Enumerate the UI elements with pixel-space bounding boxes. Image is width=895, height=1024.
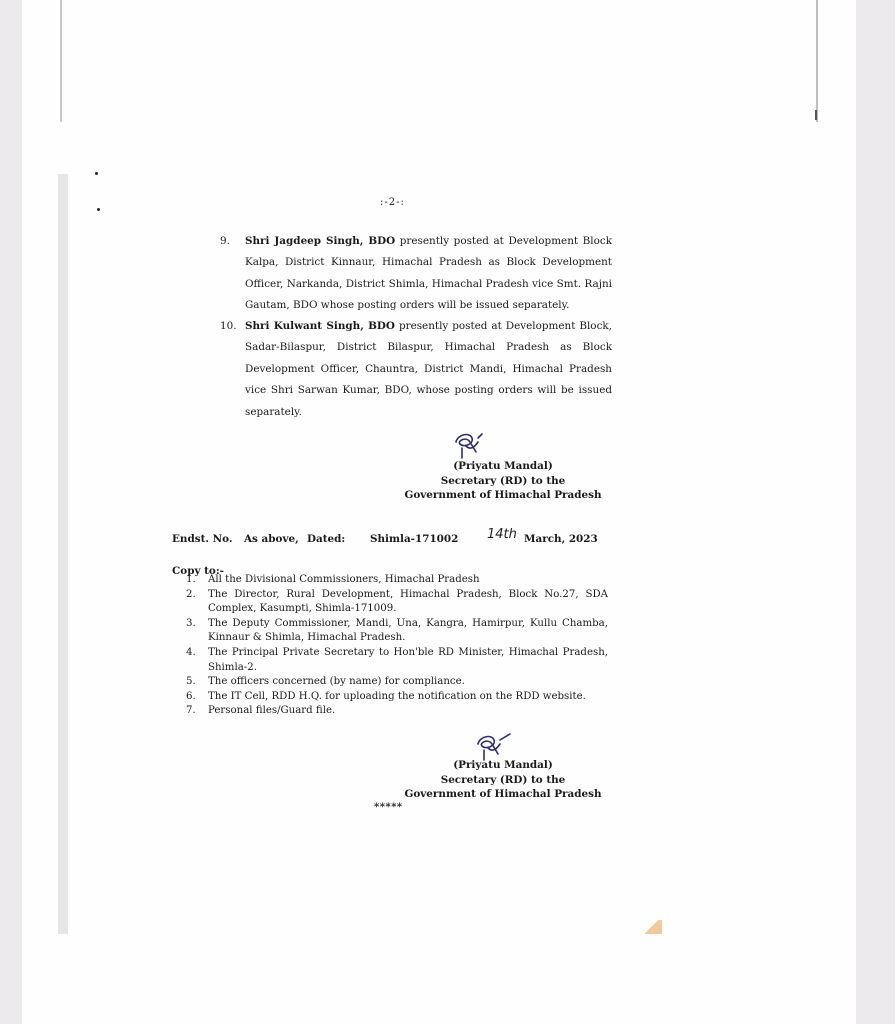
paragraph-number: 9.: [220, 235, 230, 247]
list-number: 6.: [186, 690, 196, 702]
list-text: The Principal Private Secretary to Hon'ble RD Minister, Himachal Pradesh, Shimla-2.: [208, 646, 608, 673]
paragraph-number: 10.: [220, 320, 237, 332]
list-text: The Deputy Commissioner, Mandi, Una, Kangra, Hamirpur, Kullu Chamba, Kinnaur & Shimla, Himachal Pradesh.: [208, 617, 608, 644]
scan-dot: [95, 172, 98, 175]
handwritten-signature: [448, 428, 488, 462]
list-number: 2.: [186, 588, 196, 600]
signature-block: [398, 459, 608, 503]
list-item: [186, 675, 608, 690]
signatory-name: (Priyatu Mandal): [453, 759, 553, 771]
previous-page-fragment: [22, 0, 856, 122]
endorsement-number: As above,: [244, 533, 299, 545]
list-item: [186, 588, 608, 617]
list-text: Personal files/Guard file.: [208, 705, 336, 717]
paragraph-body: presently posted at Development Block Kalpa, District Kinnaur, Himachal Pradesh as Block Development Officer, Narkanda, District Shimla, Himachal Pradesh vice Smt. Rajni Gautam, BDO whose posting orders will be issued separately.: [245, 235, 612, 312]
signatory-office: Government of Himachal Pradesh: [404, 788, 602, 801]
officer-name: Shri Kulwant Singh, BDO: [245, 320, 395, 332]
order-paragraph: [220, 316, 612, 426]
page-edge-right: [816, 0, 818, 122]
endorsement-place: Shimla-171002: [370, 533, 459, 545]
endorsement-label: Endst. No.: [172, 533, 233, 545]
list-number: 4.: [186, 646, 196, 658]
signatory-name: (Priyatu Mandal): [453, 460, 553, 472]
signatory-designation: Secretary (RD) to the: [440, 773, 566, 786]
list-item: [186, 573, 608, 588]
page-number: :-2-:: [380, 197, 405, 208]
page-edge-strip: [58, 174, 68, 934]
scan-dot: [97, 208, 100, 211]
endorsement-month-year: March, 2023: [524, 533, 598, 545]
handwritten-date: 14th: [487, 527, 517, 542]
signatory-designation: Secretary (RD) to the: [440, 474, 566, 487]
list-number: 3.: [186, 617, 196, 629]
list-text: The IT Cell, RDD H.Q. for uploading the notification on the RDD website.: [208, 690, 586, 702]
list-number: 5.: [186, 676, 196, 688]
list-item: [186, 704, 608, 719]
signatory-office: Government of Himachal Pradesh: [404, 489, 602, 502]
list-text: The Director, Rural Development, Himachal Pradesh, Block No.27, SDA Complex, Kasumpti, Shimla-171009.: [208, 588, 608, 615]
order-paragraph: [220, 231, 612, 321]
list-item: [186, 690, 608, 705]
page-mark: [815, 110, 817, 120]
end-of-document-marker: *****: [374, 802, 403, 813]
endorsement-dated-label: Dated:: [307, 533, 346, 545]
paragraph-body: presently posted at Development Block, Sadar-Bilaspur, District Bilaspur, Himachal Pradesh as Block Development Officer, Chauntra, District Mandi, Himachal Pradesh vice Shri Sarwan Kumar, BDO, whose posting orders will be issued separately.: [245, 320, 612, 418]
list-item: [186, 646, 608, 675]
copy-to-heading: Copy to:-: [172, 565, 224, 577]
paragraph-text: [245, 231, 612, 317]
list-text: All the Divisional Commissioners, Himachal Pradesh: [208, 574, 480, 585]
signature-block: [398, 758, 608, 802]
page-corner-fold: [640, 920, 662, 934]
list-item: [186, 617, 608, 646]
list-number: 7.: [186, 705, 196, 717]
copy-to-list: [186, 573, 608, 719]
page-edge-left: [60, 0, 62, 122]
paragraph-text: [245, 316, 612, 423]
officer-name: Shri Jagdeep Singh, BDO: [245, 235, 396, 247]
list-number: 1.: [186, 574, 196, 585]
list-text: The officers concerned (by name) for compliance.: [208, 676, 465, 688]
